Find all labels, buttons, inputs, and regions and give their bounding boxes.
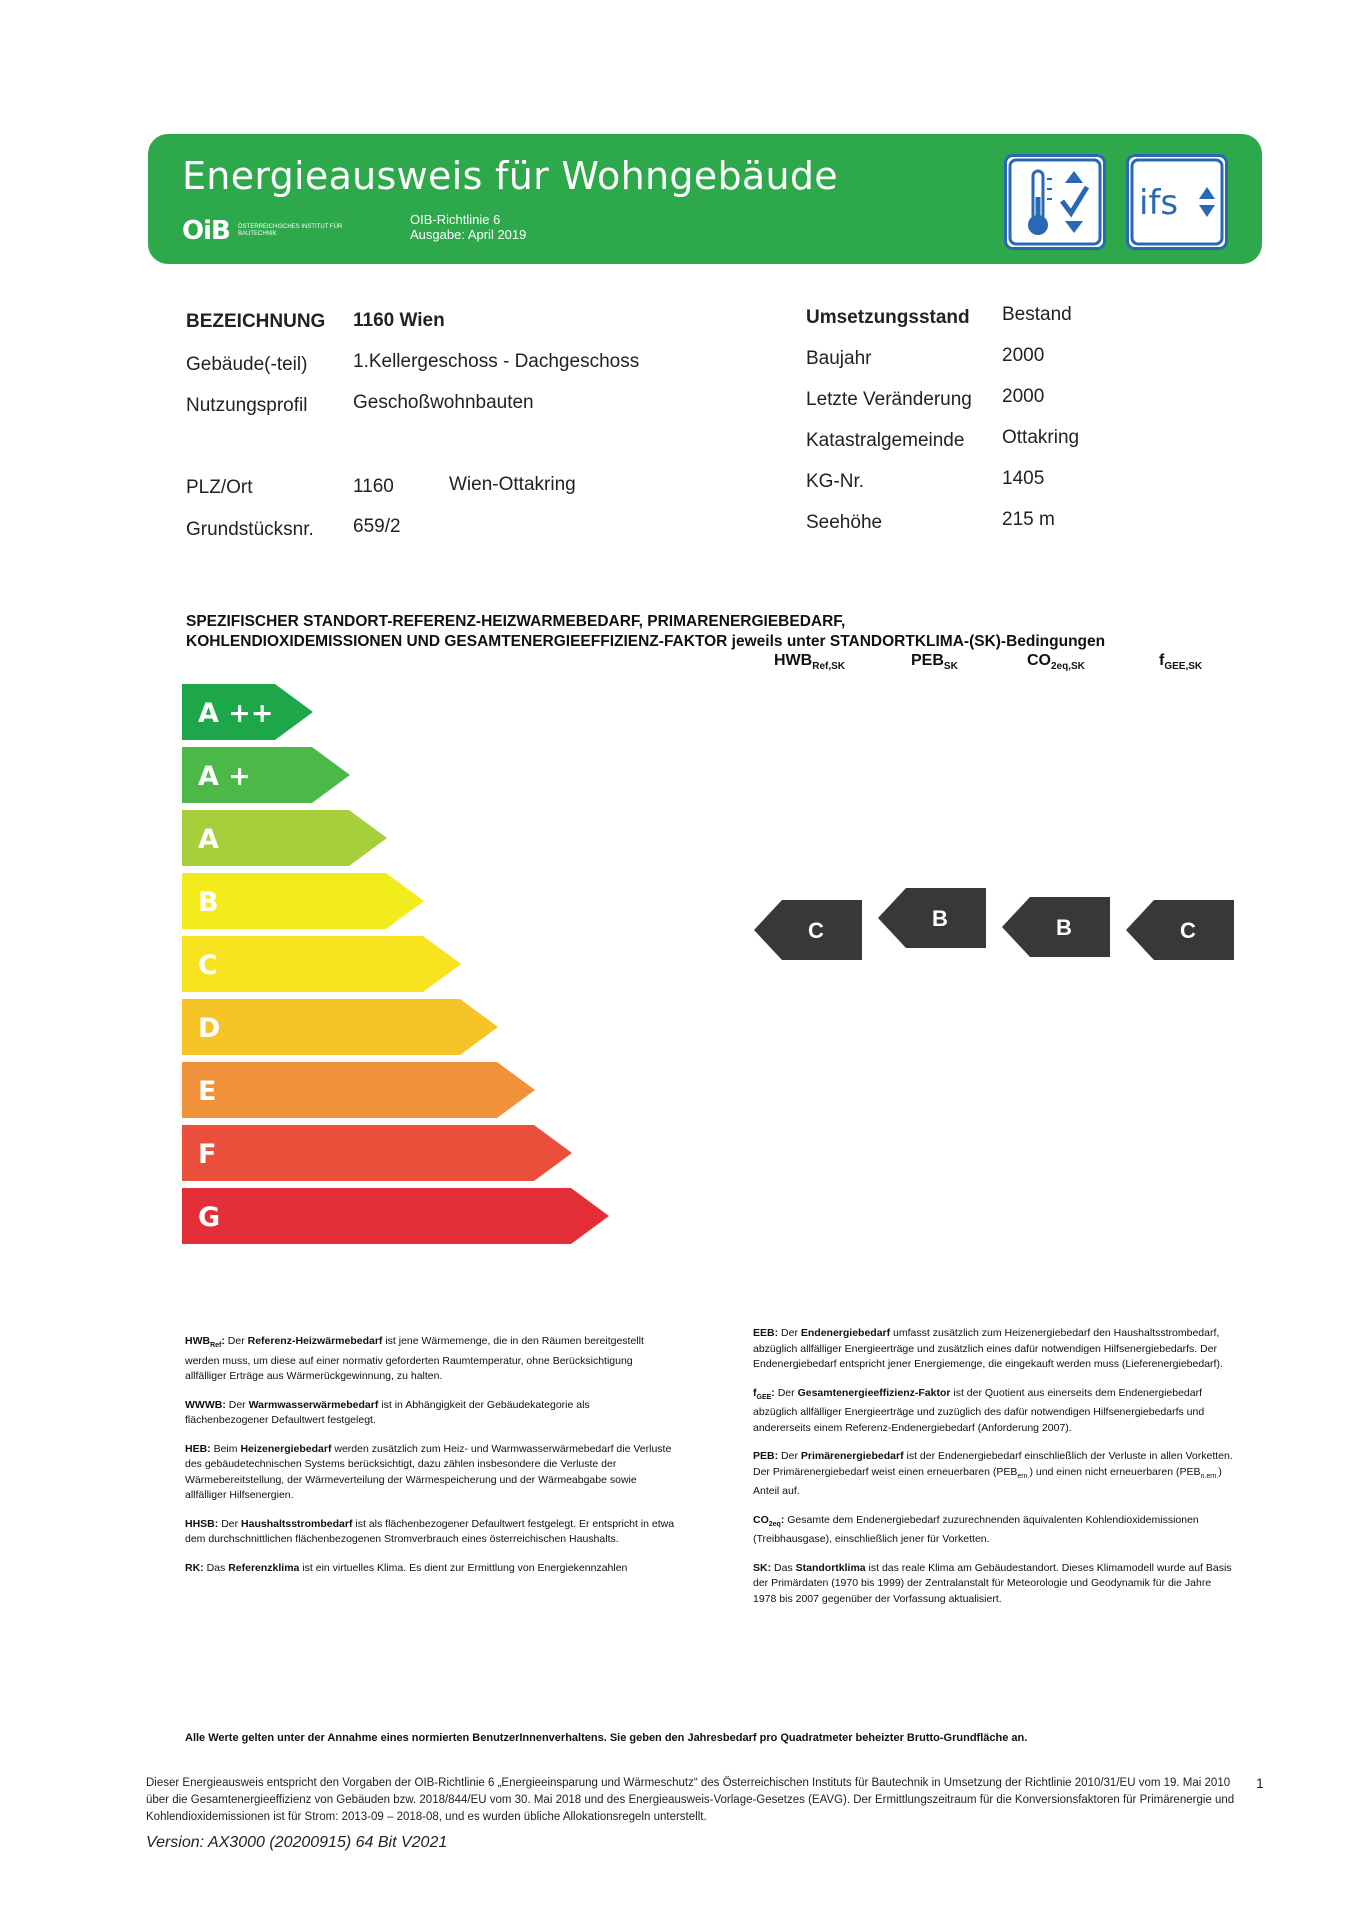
page-number: 1 [1256, 1775, 1264, 1791]
energy-class-label: D [198, 1013, 221, 1044]
guideline-edition: Ausgabe: April 2019 [410, 227, 527, 242]
definition-co2: $CO_{2eq}$: Gesamte dem Endenergiebedarf zuzurechnenden äquivalenten Kohlendioxidemissionen (Treibhausgase), einschließlich jener für Vorketten. [753, 1513, 1199, 1546]
definition-sk: SK: Das Standortklima ist das reale Klima am Gebäudestandort. Dieses Klimamodell wurde auf Basis der Primärdaten (1970 bis 1999) der Zentralanstalt für Meteorologie und Geodynamik für die Jahre 1978 bis 2007 gegenüber der Vorfassung aktualisiert. [753, 1561, 1232, 1605]
construction-year-label: Baujahr [806, 348, 872, 369]
implementation-status-label: Umsetzungsstand [806, 307, 970, 328]
building-part-value: 1.Kellergeschoss - Dachgeschoss [353, 351, 640, 372]
oib-logo [182, 216, 343, 246]
designation-label: BEZEICHNUNG [186, 311, 326, 332]
definitions-left [185, 1334, 675, 1589]
svg-text:ifs: ifs [1139, 183, 1179, 223]
energy-class-bar [182, 936, 461, 992]
footer-text: Dieser Energieausweis entspricht den Vorgaben der OIB-Richtlinie 6 „Energieeinsparung und Wärmeschutz“ des Österreichischen Instituts für Bautechnik in Umsetzung der Richtlinie 2010/31/EU vom 19. Mai 2010 über die Gesamtenergieeffizienz von Gebäuden bzw. 2018/844/EU vom 30. Mai 2018 und des Energieausweis-Vorlage-Gesetzes (EAVG). Der Ermittlungszeitraum für die Konversionsfaktoren für Primärenergie und Kohlendioxidemissionen ist für Strom: 2013-09 – 2018-08, und es wurden übliche Allokationsregeln unterstellt. [146, 1777, 1235, 1823]
section-heading [186, 612, 1186, 652]
column-header-co2: $CO_{2eq,SK}$ [1027, 652, 1085, 673]
postal-code-value: 1160 [353, 476, 394, 497]
energy-class-label: C [198, 950, 218, 981]
guideline-info [410, 212, 526, 242]
energy-class-label: F [198, 1139, 217, 1170]
oib-logo-mark: OiB [182, 216, 230, 246]
energy-class-bar [182, 1188, 609, 1244]
building-part-label: Gebäude(-teil) [186, 354, 308, 375]
definition-hhsb: HHSB: Der Haushaltsstrombedarf ist als flächenbezogener Defaultwert festgelegt. Er entspricht in etwa dem durchschnittlichen flächenbezogenen Stromverbrauch eines österreichischen Haushalts. [185, 1517, 675, 1546]
energy-class-bar [182, 999, 498, 1055]
version-info: Version: AX3000 (20200915) 64 Bit V2021 [146, 1834, 448, 1851]
assumption-note: Alle Werte gelten unter der Annahme eines normierten BenutzerInnenverhaltens. Sie geben den Jahresbedarf pro Quadratmeter beheizter Brutto-Grundfläche an. [185, 1732, 1028, 1744]
rating-marker [1126, 900, 1234, 960]
last-change-value: 2000 [1002, 386, 1045, 407]
rating-marker-label: B [1056, 915, 1072, 940]
definition-peb: PEB: Der Primärenergiebedarf ist der Endenergiebedarf einschließlich der Verluste in allen Vorketten. Der Primärenergiebedarf weist einen erneuerbaren $(PEB_{ern.})$ und einen nicht erneuerbaren $(PEB_{n.ern.})$ Anteil auf. [753, 1450, 1233, 1498]
rating-markers [750, 884, 1250, 994]
energy-class-bar [182, 1125, 572, 1181]
place-value: Wien-Ottakring [449, 474, 576, 495]
definition-hwb: $HWB_{Ref}$: Der Referenz-Heizwärmebedarf ist jene Wärmemenge, die in den Räumen bereitgestellt werden muss, um diese auf einer normativ geforderten Raumtemperatur, ohne Berücksichtigung allfälliger Erträge aus Wärmerückgewinnung, zu halten. [185, 1335, 644, 1383]
energy-class-arrow [182, 936, 461, 992]
thermometer-check-icon [1004, 154, 1106, 250]
section-heading-line2: KOHLENDIOXIDEMISSIONEN UND GESAMTENERGIEEFFIZIENZ-FAKTOR jeweils unter STANDORTKLIMA-(SK)-Bedingungen [186, 633, 1106, 650]
kg-number-label: KG-Nr. [806, 471, 865, 492]
header-banner [148, 134, 1262, 264]
energy-class-arrow [182, 1062, 535, 1118]
oib-logo-subtitle: ÖSTERREICHISCHES INSTITUT FÜR BAUTECHNIK [238, 224, 343, 237]
designation-value: 1160 Wien [353, 310, 445, 331]
column-header-hwb: $HWB_{Ref,SK}$ [774, 652, 846, 673]
cadastral-community-value: Ottakring [1002, 427, 1080, 448]
energy-class-arrow [182, 1125, 572, 1181]
usage-profile-value: Geschoßwohnbauten [353, 392, 534, 413]
rating-marker [878, 888, 986, 948]
energy-class-label: A ++ [198, 698, 274, 729]
section-heading-line1: SPEZIFISCHER STANDORT-REFERENZ-HEIZWARMEBEDARF, PRIMARENERGIEBEDARF, [186, 613, 846, 630]
construction-year-value: 2000 [1002, 345, 1045, 366]
energy-class-label: B [198, 887, 219, 918]
kg-number-value: 1405 [1002, 468, 1045, 489]
altitude-label: Seehöhe [806, 512, 883, 533]
definition-eeb: EEB: Der Endenergiebedarf umfasst zusätzlich zum Heizenergiebedarf den Haushaltsstrombedarf, abzüglich allfälliger Energieerträge und zusätzlich eines dafür notwendigen Hilfsenergiebedarfs. Der Endenergiebedarf entspricht jener Energiemenge, die eingekauft werden muss (Lieferenergiebedarf). [753, 1327, 1223, 1370]
rating-marker-label: B [932, 906, 948, 931]
last-change-label: Letzte Veränderung [806, 389, 972, 410]
definition-fgee: $f_{GEE}$: Der Gesamtenergieeffizienz-Faktor ist der Quotient aus einerseits dem Endenergiebedarf abzüglich allfälliger Energieerträge und zuzüglich des dafür notwendigen Hilfsenergiebedarfs und andererseits einem Referenz-Endenergiebedarf (Anforderung 2007). [753, 1386, 1205, 1434]
document-title: Energieausweis für Wohngebäude [182, 154, 838, 198]
energy-class-bar [182, 1062, 535, 1118]
cadastral-community-label: Katastralgemeinde [806, 430, 965, 451]
implementation-status-value: Bestand [1002, 304, 1072, 325]
parcel-number-label: Grundstücksnr. [186, 519, 314, 540]
energy-class-arrow [182, 999, 498, 1055]
energy-class-bar [182, 810, 387, 866]
ifs-logo [1126, 154, 1228, 250]
guideline-name: OIB-Richtlinie 6 [410, 212, 501, 227]
definition-rk: RK: Das Referenzklima ist ein virtuelles Klima. Es dient zur Ermittlung von Energiekennzahlen [185, 1561, 628, 1574]
column-header-peb: $PEB_{SK}$ [911, 652, 958, 673]
energy-class-label: G [198, 1202, 221, 1233]
energy-class-label: A [198, 824, 219, 855]
energy-class-scale [180, 684, 630, 1264]
rating-marker-label: C [808, 918, 824, 943]
rating-marker [754, 900, 862, 960]
energy-class-arrow [182, 1188, 609, 1244]
energy-class-bar [182, 873, 424, 929]
postal-code-label: PLZ/Ort [186, 477, 253, 498]
usage-profile-label: Nutzungsprofil [186, 395, 308, 416]
definition-heb: HEB: Beim Heizenergiebedarf werden zusätzlich zum Heiz- und Warmwasserwärmebedarf die Verluste des gebäudetechnischen Systems berücksichtigt, dazu zählen insbesondere die Verluste der Wärmebereitstellung, der Wärmeverteilung der Wärmespeicherung und der Wärmeabgabe sowie allfälliger Hilfsenergien. [185, 1442, 672, 1502]
altitude-value: 215 m [1002, 509, 1055, 530]
definitions-right [753, 1326, 1233, 1620]
parcel-number-value: 659/2 [353, 516, 401, 537]
column-header-fgee: $f_{GEE,SK}$ [1159, 652, 1203, 673]
energy-class-label: A + [198, 761, 251, 792]
energy-class-bar [182, 684, 313, 740]
energy-class-label: E [198, 1076, 217, 1107]
rating-marker-label: C [1180, 918, 1196, 943]
rating-marker [1002, 897, 1110, 957]
energy-class-bar [182, 747, 350, 803]
definition-wwwb: WWWB: Der Warmwasserwärmebedarf ist in Abhängigkeit der Gebäudekategorie als flächenbezogener Defaultwert festgelegt. [185, 1398, 590, 1427]
